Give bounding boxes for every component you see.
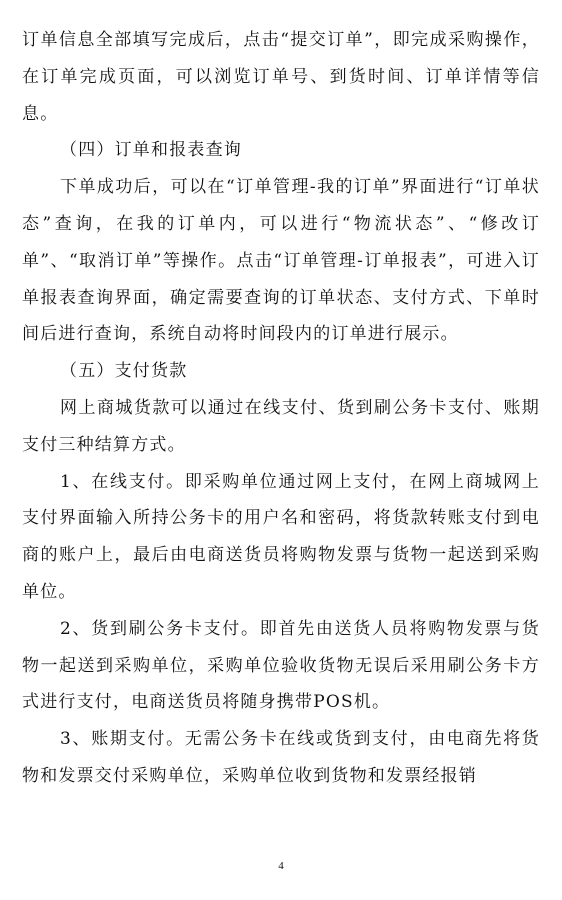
paragraph-order-submit: 订单信息全部填写完成后，点击“提交订单”，即完成采购操作，在订单完成页面，可以浏览订单号、到货时间、订单详情等信息。 bbox=[22, 30, 540, 124]
paragraph-credit-period: 3、账期支付。无需公务卡在线或货到支付，由电商先将货物和发票交付采购单位，采购单位收到货物和发票经报销 bbox=[22, 729, 540, 786]
paragraph-payment-methods: 网上商城货款可以通过在线支付、货到刷公务卡支付、账期支付三种结算方式。 bbox=[22, 397, 540, 455]
paragraph-online-payment: 1、在线支付。即采购单位通过网上支付，在网上商城网上支付界面输入所持公务卡的用户名和密码，将货款转账支付到电商的账户上，最后由电商送货员将购物发票与货物一起送到采购单位。 bbox=[22, 471, 540, 602]
paragraph-card-on-delivery: 2、货到刷公务卡支付。即首先由送货人员将购物发票与货物一起送到采购单位，采购单位验收货物无误后采用刷公务卡方式进行支付，电商送货员将随身携带POS机。 bbox=[22, 618, 540, 713]
paragraph-order-query: 下单成功后，可以在“订单管理-我的订单”界面进行“订单状态”查询，在我的订单内，可以进行“物流状态”、“修改订单”、“取消订单”等操作。点击“订单管理-订单报表”，可进入订单报表查询界面，确定需要查询的订单状态、支付方式、下单时间后进行查询，系统自动将时间段内的订单进行展示。 bbox=[22, 177, 540, 345]
page-number: 4 bbox=[278, 860, 284, 872]
section-heading-order-query: （四）订单和报表查询 bbox=[60, 140, 242, 161]
section-heading-payment: （五）支付货款 bbox=[60, 361, 188, 382]
body-text bbox=[22, 22, 540, 795]
